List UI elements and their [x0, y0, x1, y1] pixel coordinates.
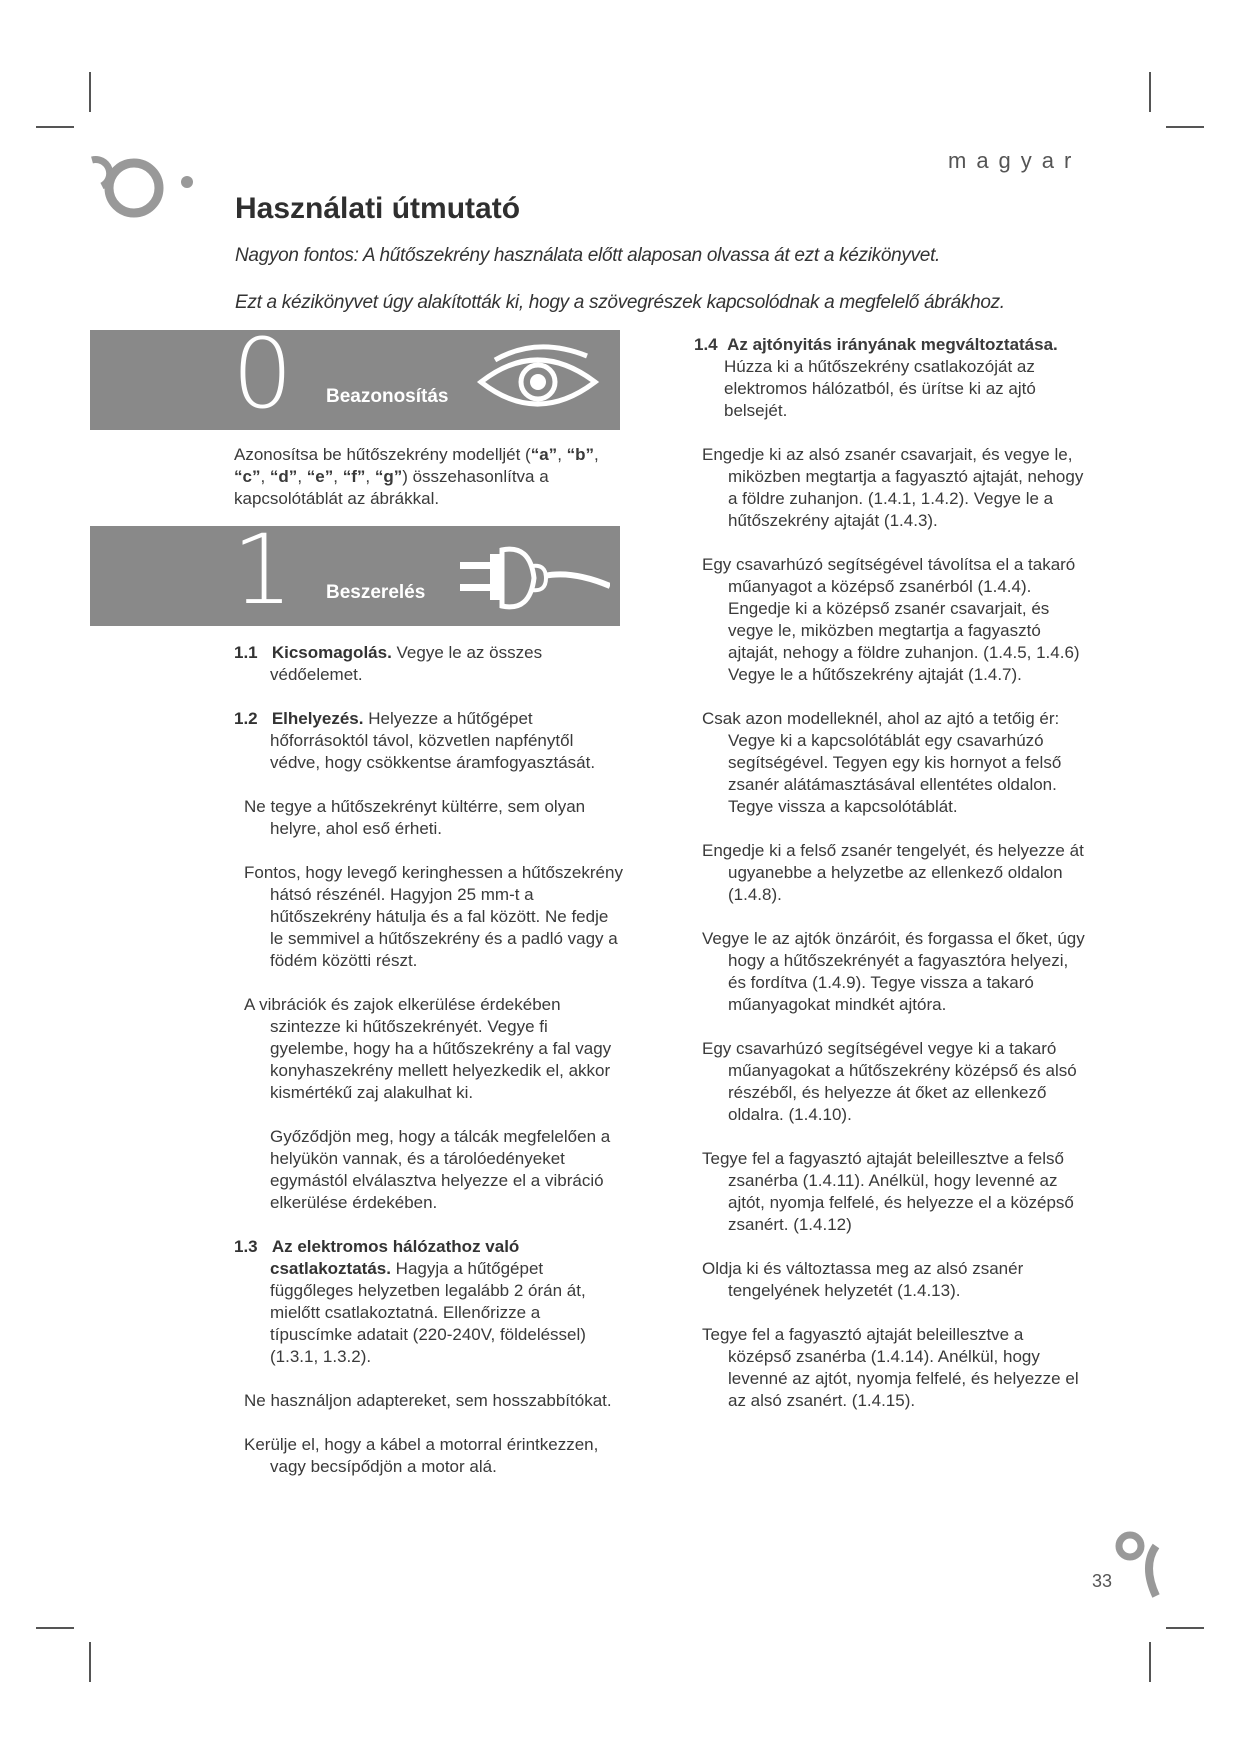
page-number: 33 [1092, 1571, 1113, 1591]
section-title: Beazonosítás [326, 386, 449, 407]
section-heading: Elhelyezés. [271, 709, 364, 728]
right-column [694, 334, 1090, 1434]
section-number: 1.4 [694, 335, 718, 354]
paragraph-fridge-door: Tegye fel a fagyasztó ajtaját beleillesztve a középső zsanérba (1.4.14). Anélkül, hogy levenné az ajtót, nyomja felfelé, és helyezze el az alsó zsanért. (1.4.15). [702, 1325, 1079, 1410]
paragraph-covers: Egy csavarhúzó segítségével vegye ki a takaró műanyagokat a hűtőszekrény középső és alsó részéből, és helyezze át őket az ellenkező oldalra. (1.4.10). [702, 1039, 1077, 1124]
crop-mark-top-right-v [1149, 72, 1151, 112]
paragraph-door-stops: Vegye le az ajtók önzáróit, és forgassa el őket, úgy hogy a hűtőszekrényét a fagyasztóra helyezi, és fordítva (1.4.9). Tegye vissza a takaró műanyagokat mindkét ajtóra. [702, 929, 1085, 1014]
section-text: Vegye le az összes védőelemet. [270, 643, 543, 684]
section-heading: Az elektromos hálózathoz való csatlakoztatás. [270, 1237, 520, 1278]
section-heading: Az ajtónyitás irányának megváltoztatása. [727, 335, 1058, 354]
model-label-d: “d” [269, 467, 298, 486]
identification-text-end: ) összehasonlítva a kapcsolótáblát az ábrákkal. [234, 467, 549, 508]
model-label-g: “g” [374, 467, 403, 486]
paragraph-lower-hinge: Engedje ki az alsó zsanér csavarjait, és vegye le, miközben megtartja a fagyasztó ajtaját, nehogy a földre zuhanjon. (1.4.1, 1.4.2). Vegye le a hűtőszekrény ajtaját (1.4.3). [702, 445, 1084, 530]
left-column [234, 642, 624, 1500]
section-number: 1.3 [234, 1237, 258, 1256]
intro-important: Nagyon fontos: A hűtőszekrény használata előtt alaposan olvassa át ezt a kézikönyvet. [235, 245, 941, 266]
model-label-c: “c” [234, 467, 261, 486]
eye-icon [475, 342, 605, 422]
section-heading: Kicsomagolás. [271, 643, 392, 662]
intro-structure: Ezt a kézikönyvet úgy alakították ki, hogy a szövegrészek kapcsolódnak a megfelelő ábrákhoz. [235, 292, 1005, 313]
section-title: Beszerelés [326, 582, 426, 603]
page-title: Használati útmutató [235, 192, 521, 225]
paragraph-leveling: A vibrációk és zajok elkerülése érdekében szintezze ki hűtőszekrényét. Vegye fi gyelembe, hogy ha a hűtőszekrény a fal vagy konyhaszekrény mellett helyezkedik el, akkor kismértékű zaj alakulhat ki. [244, 995, 612, 1102]
paragraph-roof-models: Csak azon modelleknél, ahol az ajtó a tetőig ér: Vegye ki a kapcsolótáblát egy csavarhúzó segítségével. Tegyen egy kis hornyot a felső zsanér alátámasztásával ellentétes oldalon. Tegye vissza a kapcsolótáblát. [702, 709, 1062, 816]
paragraph-upper-hinge: Engedje ki a felső zsanér tengelyét, és helyezze át ugyanebbe a helyzetbe az ellenkező oldalon (1.4.8). [702, 841, 1084, 904]
model-label-f: “f” [342, 467, 366, 486]
paragraph-cable: Kerülje el, hogy a kábel a motorral érintkezzen, vagy becsípődjön a motor alá. [244, 1435, 599, 1476]
section-1-1 [234, 642, 624, 686]
crop-mark-bottom-left-v [89, 1642, 91, 1682]
section-number: 1.2 [234, 709, 258, 728]
section-text: Hagyja a hűtőgépet függőleges helyzetben legalább 2 órán át, mielőtt csatlakoztatná. Ellenőrizze a típuscímke adatait (220-240V, földeléssel) (1.3.1, 1.3.2). [270, 1259, 586, 1366]
model-label-a: “a” [530, 445, 558, 464]
paragraph-freezer-door: Tegye fel a fagyasztó ajtaját beleillesztve a felső zsanérba (1.4.11). Anélkül, hogy levenné az ajtót, nyomja felfelé, és helyezze el a középső zsanért. (1.4.12) [702, 1149, 1074, 1234]
paragraph-trays: Győződjön meg, hogy a tálcák megfelelően a helyükön vannak, és a tárolóedényeket egymástól elválasztva helyezze el a vibráció elkerülése érdekében. [270, 1127, 611, 1212]
paragraph-lower-axis: Oldja ki és változtassa meg az alsó zsanér tengelyének helyzetét (1.4.13). [702, 1259, 1024, 1300]
paragraph-ventilation: Fontos, hogy levegő keringhessen a hűtőszekrény hátsó részénél. Hagyjon 25 mm-t a hűtőszekrény hátulja és a fal között. Ne fedje le semmivel a hűtőszekrény és a padló vagy a födém közötti részt. [244, 863, 623, 970]
crop-mark-bottom-left-h [36, 1627, 74, 1629]
crop-mark-bottom-right-v [1149, 1642, 1151, 1682]
crop-mark-top-left-h [36, 126, 74, 128]
crop-mark-top-right-h [1166, 126, 1204, 128]
paragraph-middle-hinge: Egy csavarhúzó segítségével távolítsa el a takaró műanyagot a középső zsanérból (1.4.4). Engedje ki a középső zsanér csavarjait, és vegye le, miközben megtartja a fagyasztó ajtaját, nehogy a földre zuhanjon. (1.4.5, 1.4.6) Vegye le a hűtőszekrény ajtaját (1.4.7). [702, 555, 1080, 684]
model-label-b: “b” [566, 445, 595, 464]
section-1-4 [694, 334, 1090, 422]
section-number: 1 [232, 526, 294, 626]
section-text: Helyezze a hűtőgépet hőforrásoktól távol, közvetlen napfénytől védve, hogy csökkentse áramfogyasztását. [270, 709, 596, 772]
identification-text: Azonosítsa be hűtőszekrény modelljét (“a”, “b”, “c”, “d”, “e”, “f”, “g”) összehasonlítva a kapcsolótáblát az ábrákkal. [234, 445, 599, 508]
language-label: magyar [948, 148, 1082, 173]
paragraph-outdoor: Ne tegye a hűtőszekrényt kültérre, sem olyan helyre, ahol eső érheti. [244, 797, 586, 838]
section-1-3 [234, 1236, 624, 1368]
paragraph-adapters: Ne használjon adaptereket, sem hosszabbítókat. [244, 1391, 612, 1410]
section-text: Húzza ki a hűtőszekrény csatlakozóját az elektromos hálózatból, és ürítse ki az ajtó belsejét. [724, 357, 1036, 420]
crop-mark-bottom-right-h [1166, 1627, 1204, 1629]
crop-mark-top-left-v [89, 72, 91, 112]
section-banner-installation [90, 526, 620, 626]
brand-logo-small-icon [1108, 1522, 1168, 1602]
section-1-2 [234, 708, 624, 774]
section-number: 1.1 [234, 643, 258, 662]
model-label-e: “e” [306, 467, 334, 486]
section-banner-identification [90, 330, 620, 430]
section-number: 0 [232, 330, 294, 430]
brand-logo-icon [88, 146, 208, 236]
identification-text-start: Azonosítsa be hűtőszekrény modelljét ( [234, 445, 531, 464]
plug-icon [460, 540, 610, 616]
